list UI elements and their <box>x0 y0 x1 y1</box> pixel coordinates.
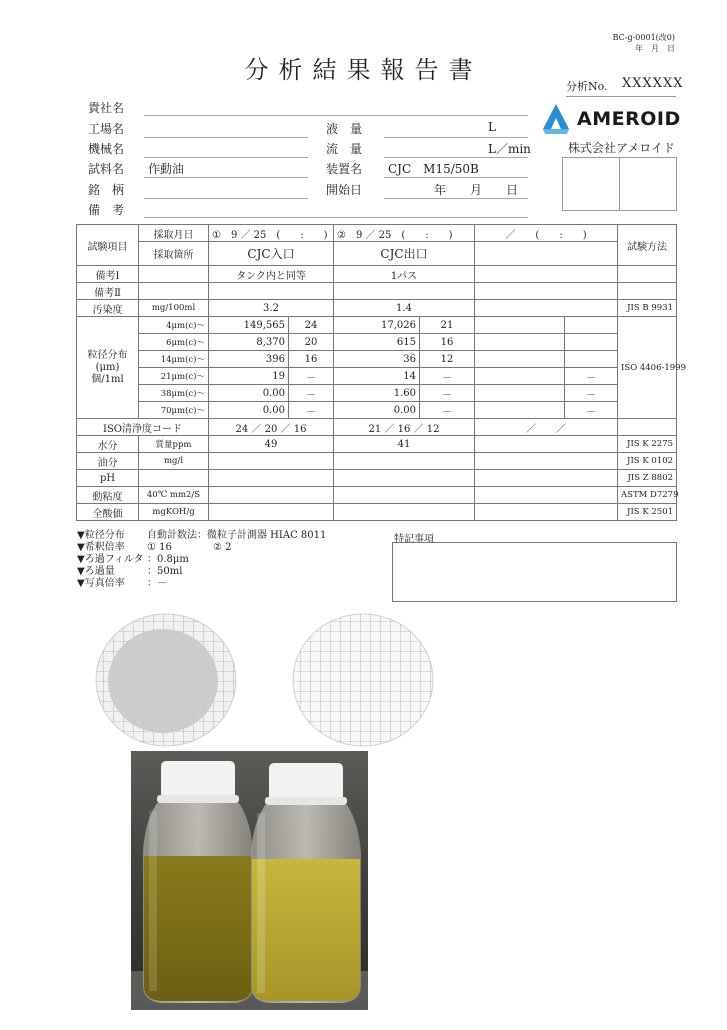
oil-sample-bottles-photo <box>131 751 368 1010</box>
start-label: 開始日 <box>326 183 363 197</box>
sample-label: 試料名 <box>88 162 125 176</box>
remarks-label: 備 考 <box>88 203 125 217</box>
particle-count-2: 14 <box>334 368 420 385</box>
particle-count-1: 0.00 <box>209 385 289 402</box>
factory-label: 工場名 <box>88 122 125 136</box>
start-value: 年 月 日 <box>434 183 519 197</box>
brand-label: 銘 柄 <box>88 183 125 197</box>
col3-date: ／ ( : ) <box>475 225 618 242</box>
particle-code-1: 16 <box>289 351 334 368</box>
particle-size: 38μm(c)～ <box>139 385 209 402</box>
viscosity-unit: 40℃ mm2/S <box>139 487 209 504</box>
volume-label: 液 量 <box>326 122 363 136</box>
particle-size: 6μm(c)～ <box>139 334 209 351</box>
particle-method: ISO 4406-1999 <box>618 317 677 419</box>
filter-membrane-image-2 <box>290 611 436 749</box>
stamp-box <box>562 157 677 211</box>
particle-code-1: － <box>289 385 334 402</box>
particle-count-1: 0.00 <box>209 402 289 419</box>
logo-text: AMEROID <box>577 108 681 130</box>
remark1-col2: 1パス <box>334 266 475 283</box>
particle-count-1: 396 <box>209 351 289 368</box>
col2-place: CJC出口 <box>334 242 475 266</box>
notes-section <box>77 530 326 590</box>
page-title: 分析結果報告書 <box>244 56 483 84</box>
particle-code-2: － <box>420 385 475 402</box>
results-table <box>76 224 687 521</box>
sampling-place-label: 採取箇所 <box>139 242 209 266</box>
particle-code-1: － <box>289 402 334 419</box>
note-label: ▼希釈倍率 <box>77 542 125 553</box>
col2-date: ② 9 ／ 25 ( : ) <box>334 225 475 242</box>
particle-code-2: 16 <box>420 334 475 351</box>
note-label: ▼写真倍率 <box>77 578 125 589</box>
contamination-col2: 1.4 <box>334 300 475 317</box>
water-unit: 質量ppm <box>139 436 209 453</box>
particle-count-1: 8,370 <box>209 334 289 351</box>
company-logo <box>541 103 681 135</box>
contamination-unit: mg/100ml <box>139 300 209 317</box>
particle-count-2: 0.00 <box>334 402 420 419</box>
method-header: 試験方法 <box>618 225 677 266</box>
water-col2: 41 <box>334 436 475 453</box>
particle-count-1: 149,565 <box>209 317 289 334</box>
particle-count-2: 36 <box>334 351 420 368</box>
note-label: ▼ろ過量 <box>77 566 115 577</box>
contamination-method: JIS B 9931 <box>618 300 677 317</box>
particle-size: 4μm(c)～ <box>139 317 209 334</box>
company-name: 株式会社アメロイド <box>568 141 675 155</box>
iso-code-col1: 24 ／ 20 ／ 16 <box>209 419 334 436</box>
flow-unit: L／min <box>488 142 531 156</box>
particle-code-3 <box>565 351 618 368</box>
remark1-col1: タンク内と同等 <box>209 266 334 283</box>
remark2-label: 備考Ⅱ <box>77 283 139 300</box>
note-value: ② 2 <box>213 542 232 553</box>
client-label: 貴社名 <box>88 101 125 115</box>
analysis-no-value: XXXXXX <box>622 76 684 91</box>
sampling-date-label: 採取月日 <box>139 225 209 242</box>
acid-unit: mgKOH/g <box>139 504 209 521</box>
note-value: ：－ <box>147 578 167 589</box>
water-label: 水分 <box>77 436 139 453</box>
particle-code-3 <box>565 334 618 351</box>
particle-size: 21μm(c)～ <box>139 368 209 385</box>
particle-code-3: － <box>565 368 618 385</box>
ph-method: JIS Z 8802 <box>618 470 677 487</box>
particle-code-3: － <box>565 402 618 419</box>
particle-code-1: － <box>289 368 334 385</box>
particle-code-3: － <box>565 385 618 402</box>
viscosity-method: ASTM D7279 <box>618 487 677 504</box>
oil-method: JIS K 0102 <box>618 453 677 470</box>
particle-count-1: 19 <box>209 368 289 385</box>
device-value: CJC M15/50B <box>388 162 479 176</box>
iso-code-col3: ／ ／ <box>475 419 618 436</box>
particle-code-2: 21 <box>420 317 475 334</box>
note-value: ① 16 <box>147 542 172 553</box>
particle-code-3 <box>565 317 618 334</box>
ph-label: pH <box>77 470 139 487</box>
iso-code-col2: 21 ／ 16 ／ 12 <box>334 419 475 436</box>
acid-method: JIS K 2501 <box>618 504 677 521</box>
particle-size: 70μm(c)～ <box>139 402 209 419</box>
flow-label: 流 量 <box>326 142 363 156</box>
oil-label: 油分 <box>77 453 139 470</box>
iso-code-label: ISO清浄度コード <box>77 419 209 436</box>
special-notes-box <box>392 542 677 602</box>
note-value: ：0.8μm <box>147 554 189 565</box>
water-col1: 49 <box>209 436 334 453</box>
note-label: ▼粒径分布 <box>77 530 125 541</box>
water-method: JIS K 2275 <box>618 436 677 453</box>
particle-count-2: 615 <box>334 334 420 351</box>
note-value: 自動計数法：微粒子計測器 HIAC 8011 <box>147 530 327 541</box>
machine-label: 機械名 <box>88 142 125 156</box>
document-code: BC-g-0001(改0) 年 月 日 <box>612 33 675 53</box>
particle-code-1: 24 <box>289 317 334 334</box>
particle-count-2: 17,026 <box>334 317 420 334</box>
particle-code-1: 20 <box>289 334 334 351</box>
test-item-header: 試験項目 <box>77 225 139 266</box>
particle-count-2: 1.60 <box>334 385 420 402</box>
analysis-no-label: 分析No. <box>566 80 608 93</box>
acid-label: 全酸価 <box>77 504 139 521</box>
filter-membrane-image-1 <box>93 611 239 749</box>
col1-place: CJC入口 <box>209 242 334 266</box>
particle-code-2: － <box>420 402 475 419</box>
viscosity-label: 動粘度 <box>77 487 139 504</box>
oil-unit: mg/l <box>139 453 209 470</box>
ameroid-logo-icon <box>541 103 571 135</box>
volume-unit: L <box>488 120 496 134</box>
col1-date: ① 9 ／ 25 ( : ) <box>209 225 334 242</box>
remark1-label: 備考Ⅰ <box>77 266 139 283</box>
particle-code-2: － <box>420 368 475 385</box>
contamination-label: 汚染度 <box>77 300 139 317</box>
note-value: ：50ml <box>147 566 183 577</box>
particle-label: 粒径分布 (μm) 個/1ml <box>77 317 139 419</box>
particle-code-2: 12 <box>420 351 475 368</box>
special-notes-label: 特記事項 <box>394 534 434 545</box>
device-label: 装置名 <box>326 162 363 176</box>
note-label: ▼ろ過フィルタ <box>77 554 144 565</box>
particle-size: 14μm(c)～ <box>139 351 209 368</box>
sample-value: 作動油 <box>148 162 185 176</box>
contamination-col1: 3.2 <box>209 300 334 317</box>
